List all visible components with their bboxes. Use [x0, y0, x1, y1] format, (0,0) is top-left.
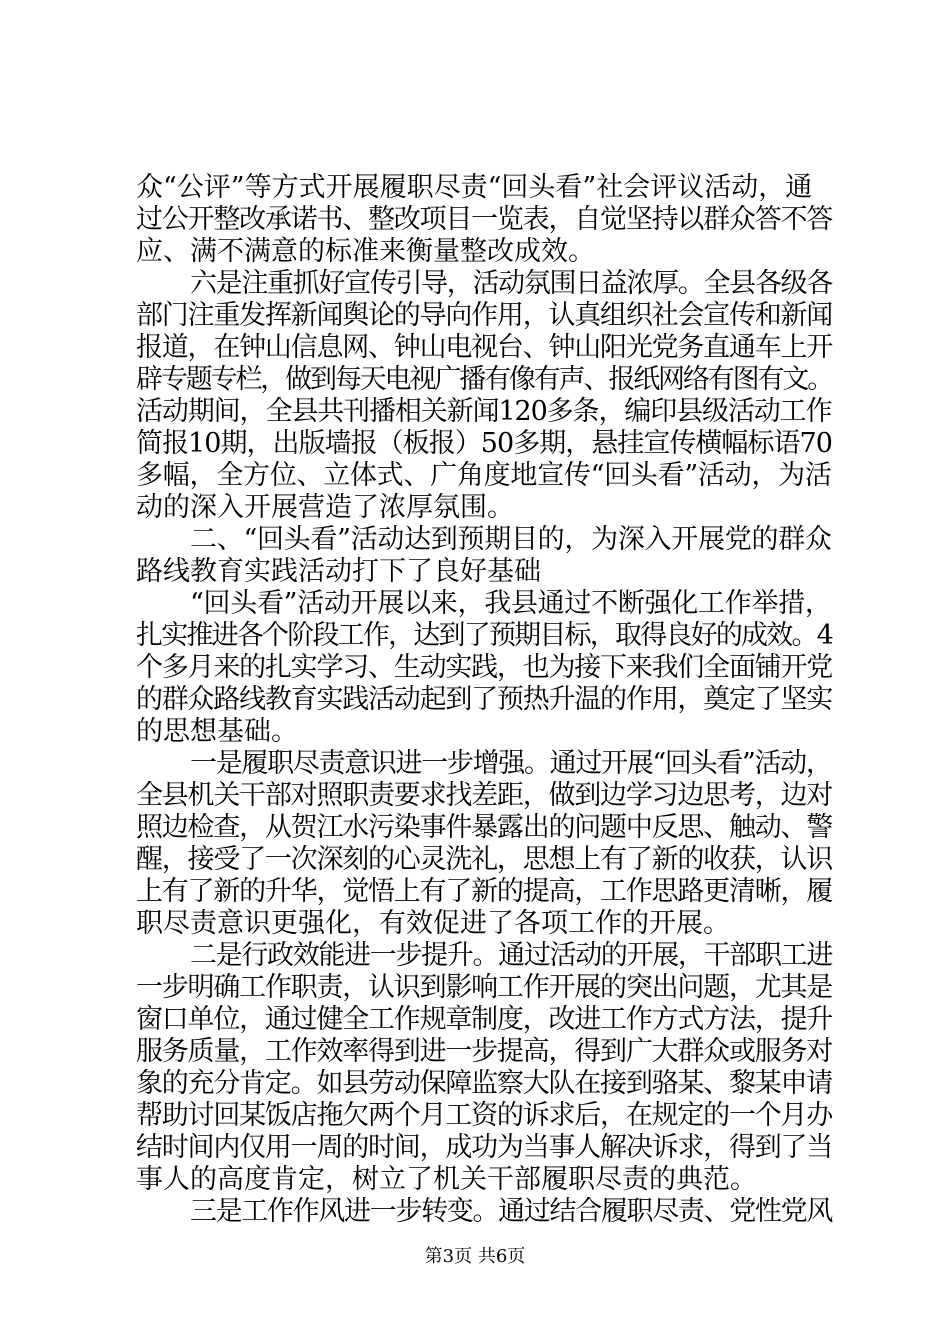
line-text: 六是注重抓好宣传引导，活动氛围日益浓厚。全县各级各	[190, 268, 832, 299]
paragraph	[136, 524, 832, 588]
line-text: 多幅，全方位、立体式、广角度地宣传“回头看”活动，为活	[136, 460, 832, 491]
line-text: 照边检查，从贺江水污染事件暴露出的问题中反思、触动、警	[136, 812, 833, 843]
text-line	[136, 652, 832, 684]
text-line	[136, 524, 832, 556]
text-line	[136, 588, 832, 620]
text-line	[136, 716, 832, 748]
text-line	[136, 620, 832, 652]
line-text: 三是工作作风进一步转变。通过结合履职尽责、党性党风	[190, 1196, 832, 1227]
line-text: 的群众路线教育实践活动起到了预热升温的作用，奠定了坚实	[136, 684, 833, 715]
text-line	[136, 172, 832, 204]
line-text: 一是履职尽责意识进一步增强。通过开展“回头看”活动，	[190, 748, 832, 779]
paragraph	[136, 588, 832, 748]
text-line	[136, 204, 832, 236]
paragraph	[136, 1196, 832, 1228]
line-text: 事人的高度肯定，树立了机关干部履职尽责的典范。	[136, 1164, 757, 1195]
text-line	[136, 844, 832, 876]
text-line	[136, 940, 832, 972]
line-text: 动的深入开展营造了浓厚氛围。	[136, 492, 514, 523]
line-text: “回头看”活动开展以来，我县通过不断强化工作举措，	[190, 588, 832, 619]
line-text: 象的充分肯定。如县劳动保障监察大队在接到骆某、黎某申请	[136, 1068, 833, 1099]
text-line	[136, 492, 832, 524]
page-footer	[0, 1245, 950, 1269]
text-line	[136, 396, 832, 428]
line-text: 辟专题专栏，做到每天电视广播有像有声、报纸网络有图有文。	[136, 364, 833, 395]
text-line	[136, 332, 832, 364]
line-text: 全县机关干部对照职责要求找差距，做到边学习边思考，边对	[136, 780, 833, 811]
text-line	[136, 812, 832, 844]
paragraph	[136, 940, 832, 1196]
line-text: 路线教育实践活动打下了良好基础	[136, 556, 541, 587]
line-text: 职尽责意识更强化，有效促进了各项工作的开展。	[136, 908, 730, 939]
text-line	[136, 236, 832, 268]
paragraph	[136, 268, 832, 524]
line-text: 活动期间，全县共刊播相关新闻120多条，编印县级活动工作	[136, 396, 832, 427]
text-line	[136, 972, 832, 1004]
line-text: 报道，在钟山信息网、钟山电视台、钟山阳光党务直通车上开	[136, 332, 833, 363]
text-line	[136, 1196, 832, 1228]
text-line	[136, 1100, 832, 1132]
line-text: 的思想基础。	[136, 716, 298, 747]
text-line	[136, 684, 832, 716]
line-text: 上有了新的升华，觉悟上有了新的提高，工作思路更清晰，履	[136, 876, 833, 907]
text-line	[136, 876, 832, 908]
line-text: 个多月来的扎实学习、生动实践，也为接下来我们全面铺开党	[136, 652, 833, 683]
page-number-label: 第3页 共6页	[424, 1246, 526, 1267]
text-line	[136, 556, 832, 588]
line-text: 应、满不满意的标准来衡量整改成效。	[136, 236, 595, 267]
text-line	[136, 1004, 832, 1036]
text-line	[136, 780, 832, 812]
text-line	[136, 1068, 832, 1100]
line-text: 二、“回头看”活动达到预期目的，为深入开展党的群众	[190, 524, 832, 555]
line-text: 扎实推进各个阶段工作，达到了预期目标，取得良好的成效。4	[136, 620, 833, 651]
line-text: 醒，接受了一次深刻的心灵洗礼，思想上有了新的收获，认识	[136, 844, 833, 875]
document-body	[136, 172, 832, 1228]
text-line	[136, 428, 832, 460]
line-text: 结时间内仅用一周的时间，成功为当事人解决诉求，得到了当	[136, 1132, 833, 1163]
line-text: 二是行政效能进一步提升。通过活动的开展，干部职工进	[190, 940, 832, 971]
line-text: 简报10期，出版墙报（板报）50多期，悬挂宣传横幅标语70	[136, 428, 832, 459]
text-line	[136, 268, 832, 300]
line-text: 过公开整改承诺书、整改项目一览表，自觉坚持以群众答不答	[136, 204, 833, 235]
text-line	[136, 460, 832, 492]
line-text: 窗口单位，通过健全工作规章制度，改进工作方式方法，提升	[136, 1004, 833, 1035]
line-text: 帮助讨回某饭店拖欠两个月工资的诉求后，在规定的一个月办	[136, 1100, 833, 1131]
paragraph	[136, 748, 832, 940]
text-line	[136, 748, 832, 780]
text-line	[136, 908, 832, 940]
line-text: 一步明确工作职责，认识到影响工作开展的突出问题，尤其是	[136, 972, 833, 1003]
line-text: 部门注重发挥新闻舆论的导向作用，认真组织社会宣传和新闻	[136, 300, 833, 331]
text-line	[136, 1132, 832, 1164]
line-text: 众“公评”等方式开展履职尽责“回头看”社会评议活动，通	[136, 172, 813, 203]
text-line	[136, 300, 832, 332]
line-text: 服务质量，工作效率得到进一步提高，得到广大群众或服务对	[136, 1036, 833, 1067]
text-line	[136, 1164, 832, 1196]
text-line	[136, 1036, 832, 1068]
paragraph	[136, 172, 832, 268]
text-line	[136, 364, 832, 396]
